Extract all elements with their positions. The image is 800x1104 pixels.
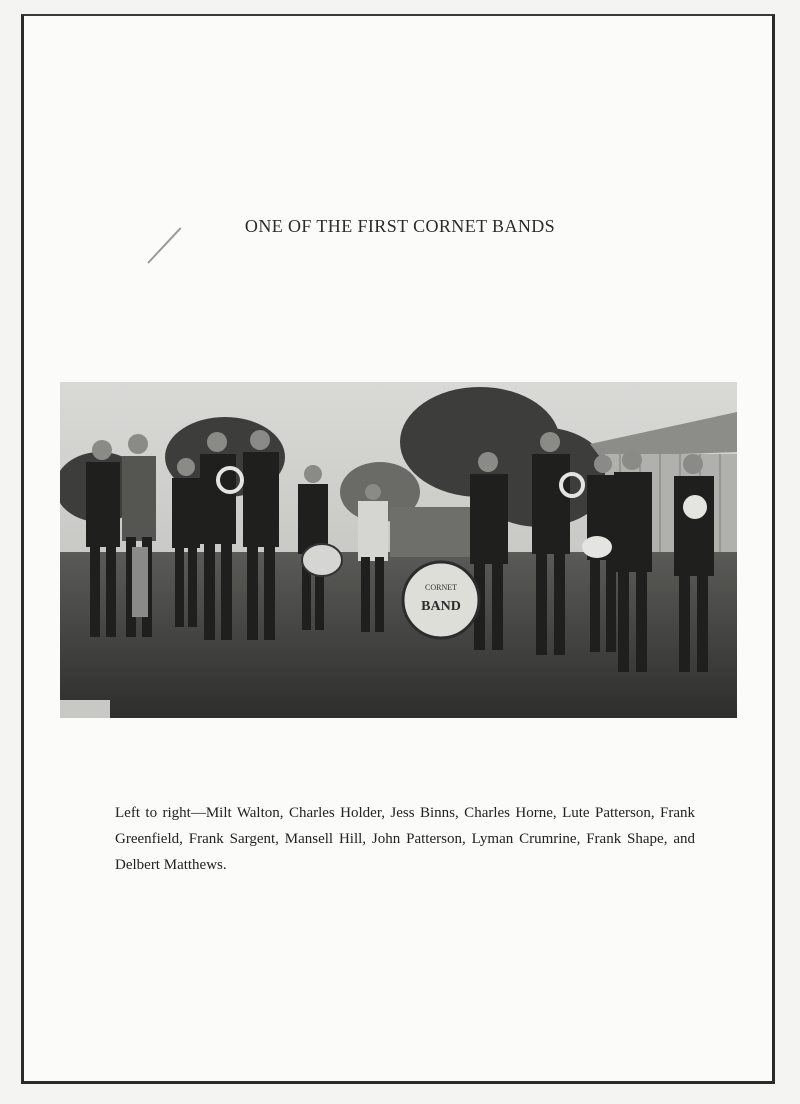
drum-label-band: BAND xyxy=(421,599,461,614)
band-photograph xyxy=(60,382,737,718)
drum-label-cornet: CORNET xyxy=(425,583,457,592)
bass-drum xyxy=(403,562,479,638)
page-title: ONE OF THE FIRST CORNET BANDS xyxy=(244,216,556,236)
photo-caption: Left to right—Milt Walton, Charles Holder, Jess Binns, Charles Horne, Lute Patterson, Frank Greenfield, Frank Sargent, Mansell Hill, John Patterson, Lyman Crumrine, Frank Shape, and Delbert Matthews. xyxy=(115,805,695,873)
fence xyxy=(390,507,470,557)
